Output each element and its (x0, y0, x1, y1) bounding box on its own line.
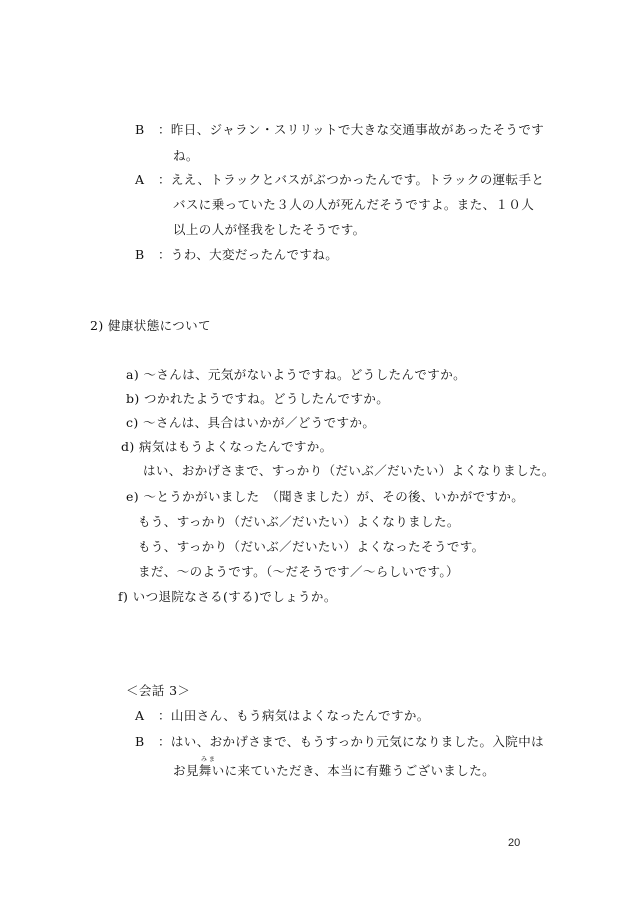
dialogue-line: ：はい、おかげさまで、もうすっかり元気になりました。入院中は (158, 734, 545, 749)
dialogue-line: ：うわ、大変だったんですね。 (158, 247, 339, 262)
dialogue-line: 以上の人が怪我をしたそうです。 (173, 222, 366, 237)
speaker-label: B (135, 122, 145, 137)
page-number: 20 (508, 837, 521, 849)
dialogue-line: ：山田さん、もう病気はよくなったんですか。 (158, 708, 430, 723)
list-item: b) つかれたようですね。どうしたんですか。 (126, 391, 390, 406)
list-item: d) 病気はもうよくなったんですか。 (121, 439, 333, 454)
dialogue-line: バスに乗っていた３人の人が死んだそうですよ。また、１０人 (173, 197, 535, 212)
list-item: はい、おかげさまで、すっかり（だいぶ／だいたい）よくなりました。 (143, 463, 555, 478)
list-item: e) ～とうかがいました （聞きました）が、その後、いかがですか。 (126, 489, 525, 504)
dialogue-line: ね。 (173, 148, 199, 163)
speaker-label: B (135, 734, 145, 749)
list-item: f) いつ退院なさる(する)でしょうか。 (118, 589, 337, 604)
dialogue-line: ：ええ、トラックとバスがぶつかったんです。トラックの運転手と (158, 172, 545, 187)
list-item: もう、すっかり（だいぶ／だいたい）よくなりました。 (138, 514, 460, 529)
speaker-label: B (135, 247, 145, 262)
dialogue-line: ：昨日、ジャラン・スリリットで大きな交通事故があったそうです (158, 122, 545, 137)
conversation-title: ＜会話 3＞ (126, 683, 191, 698)
list-item: まだ、～のようです。（～だそうです／～らしいです。） (138, 564, 459, 579)
list-item: a) ～さんは、元気がないようですね。どうしたんですか。 (126, 367, 467, 382)
speaker-label: A (135, 708, 145, 723)
dialogue-line: お見舞いに来ていただき、本当に有難うございました。 (173, 763, 496, 778)
speaker-label: A (135, 172, 145, 187)
furigana: み ま (201, 756, 215, 763)
list-item: もう、すっかり（だいぶ／だいたい）よくなったそうです。 (138, 539, 485, 554)
section-heading: 2) 健康状態について (90, 318, 211, 333)
list-item: c) ～さんは、具合はいかが／どうですか。 (126, 415, 376, 430)
